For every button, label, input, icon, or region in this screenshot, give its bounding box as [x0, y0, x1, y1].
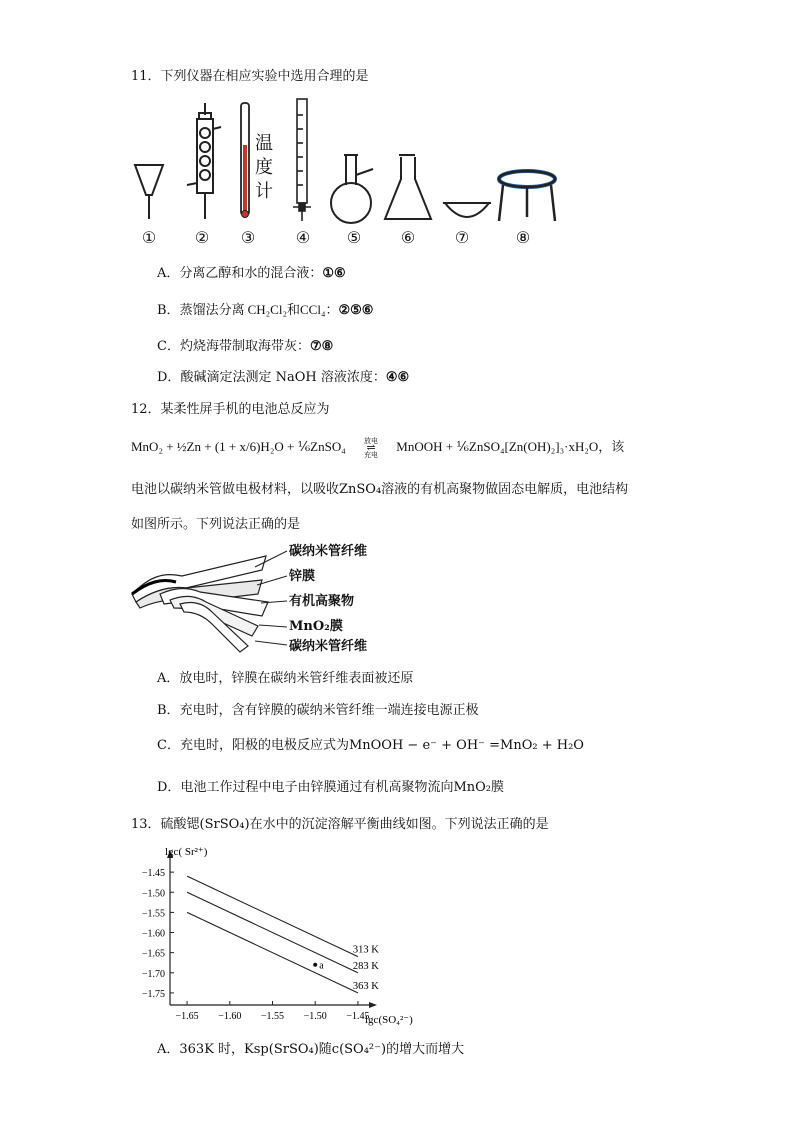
apparatus-row [125, 95, 575, 230]
funnel-icon [135, 165, 163, 219]
condenser-column-icon [187, 103, 221, 219]
q12-stem: 12．某柔性屏手机的电池总反应为 [131, 402, 330, 417]
q12-option-c[interactable]: C．充电时，阳极的电极反应式为MnOOH − e⁻ + OH⁻ =MnO₂ + H₂O [157, 738, 584, 753]
thermometer-icon [241, 103, 249, 218]
y-tick-label: −1.75 [141, 988, 165, 1000]
thermometer-label-1: 温 [255, 133, 273, 154]
q13-stem: 13．硫酸锶(SrSO₄)在水中的沉淀溶解平衡曲线如图。下列说法正确的是 [131, 817, 549, 832]
q11-option-b[interactable]: B．蒸馏法分离 CH₂Cl₂和CCl₄：②⑤⑥ [157, 302, 374, 318]
y-tick-label: −1.50 [141, 888, 165, 900]
diagram-label-cnt-top: 碳纳米管纤维 [289, 544, 368, 559]
y-tick-label: −1.45 [141, 868, 165, 880]
point-a-marker [313, 963, 317, 967]
series-label: 363 K [352, 980, 379, 992]
q12-option-d[interactable]: D．电池工作过程中电子由锌膜通过有机高聚物流向MnO₂膜 [157, 780, 504, 795]
thermometer-label-2: 度 [255, 157, 273, 178]
thermometer-label-3: 计 [255, 181, 273, 202]
evaporating-dish-icon [443, 203, 491, 217]
y-tick-label: −1.55 [141, 908, 165, 920]
conical-flask-icon [385, 155, 431, 219]
series-label: 283 K [352, 960, 379, 972]
equilibrium-arrow: 放电 ⇌ 充电 [364, 437, 379, 459]
apparatus-label-2: ② [194, 228, 210, 247]
q12-line3: 如图所示。下列说法正确的是 [131, 517, 301, 532]
x-tick-label: −1.55 [260, 1011, 285, 1022]
distilling-flask-icon [331, 155, 373, 223]
q12-equation: MnO₂ + ½Zn + (1 + x/6)H₂O + ⅙ZnSO₄ 放电 ⇌ 充电 MnOOH + ⅙ZnSO₄[Zn(OH)₂]₃·xH₂O，该 [131, 437, 625, 459]
y-tick-label: −1.60 [141, 928, 165, 940]
y-tick-label: −1.65 [141, 948, 165, 960]
apparatus-label-7: ⑦ [454, 228, 470, 247]
diagram-label-polymer: 有机高聚物 [289, 594, 355, 609]
apparatus-label-4: ④ [295, 228, 311, 247]
x-tick-label: −1.65 [175, 1011, 199, 1022]
x-tick-label: −1.60 [218, 1011, 242, 1022]
x-axis-label: lgc(SO₄²⁻) [365, 1014, 413, 1026]
apparatus-label-8: ⑧ [515, 228, 531, 247]
apparatus-label-5: ⑤ [346, 228, 362, 247]
q12-option-a[interactable]: A．放电时，锌膜在碳纳米管纤维表面被还原 [157, 671, 414, 686]
q13-option-a[interactable]: A．363K 时，Ksp(SrSO₄)随c(SO₄²⁻)的增大而增大 [157, 1042, 465, 1057]
apparatus-label-3: ③ [240, 228, 256, 247]
q11-option-d[interactable]: D．酸碱滴定法测定 NaOH 溶液浓度：④⑥ [157, 370, 410, 385]
q12-line2: 电池以碳纳米管做电极材料，以吸收ZnSO₄溶液的有机高聚物做固态电解质，电池结构 [131, 482, 629, 497]
q11-stem: 11．下列仪器在相应实验中选用合理的是 [131, 69, 369, 84]
series-line [187, 892, 358, 973]
solubility-chart [125, 840, 413, 1030]
x-tick-label: −1.50 [303, 1011, 327, 1022]
x-tick-label: −1.45 [346, 1011, 370, 1022]
q11-option-c[interactable]: C．灼烧海带制取海带灰：⑦⑧ [157, 339, 334, 354]
diagram-label-mno2: MnO₂膜 [289, 619, 343, 634]
diagram-label-cnt-bottom: 碳纳米管纤维 [289, 639, 368, 654]
q11-option-a[interactable]: A．分离乙醇和水的混合液：①⑥ [157, 266, 346, 281]
y-tick-label: −1.70 [141, 968, 165, 980]
diagram-label-zinc: 锌膜 [289, 569, 316, 584]
y-axis-label: lgc( Sr²⁺) [165, 846, 208, 858]
series-line [187, 912, 358, 993]
burette-icon [293, 99, 311, 221]
x-axis-arrow [369, 1002, 377, 1008]
apparatus-label-1: ① [141, 228, 157, 247]
series-label: 313 K [352, 944, 379, 956]
q12-option-b[interactable]: B．充电时，含有锌膜的碳纳米管纤维一端连接电源正极 [157, 703, 479, 718]
apparatus-label-6: ⑥ [400, 228, 416, 247]
point-a-label: a [319, 960, 324, 972]
series-line [187, 876, 358, 957]
tripod-icon [499, 171, 555, 221]
